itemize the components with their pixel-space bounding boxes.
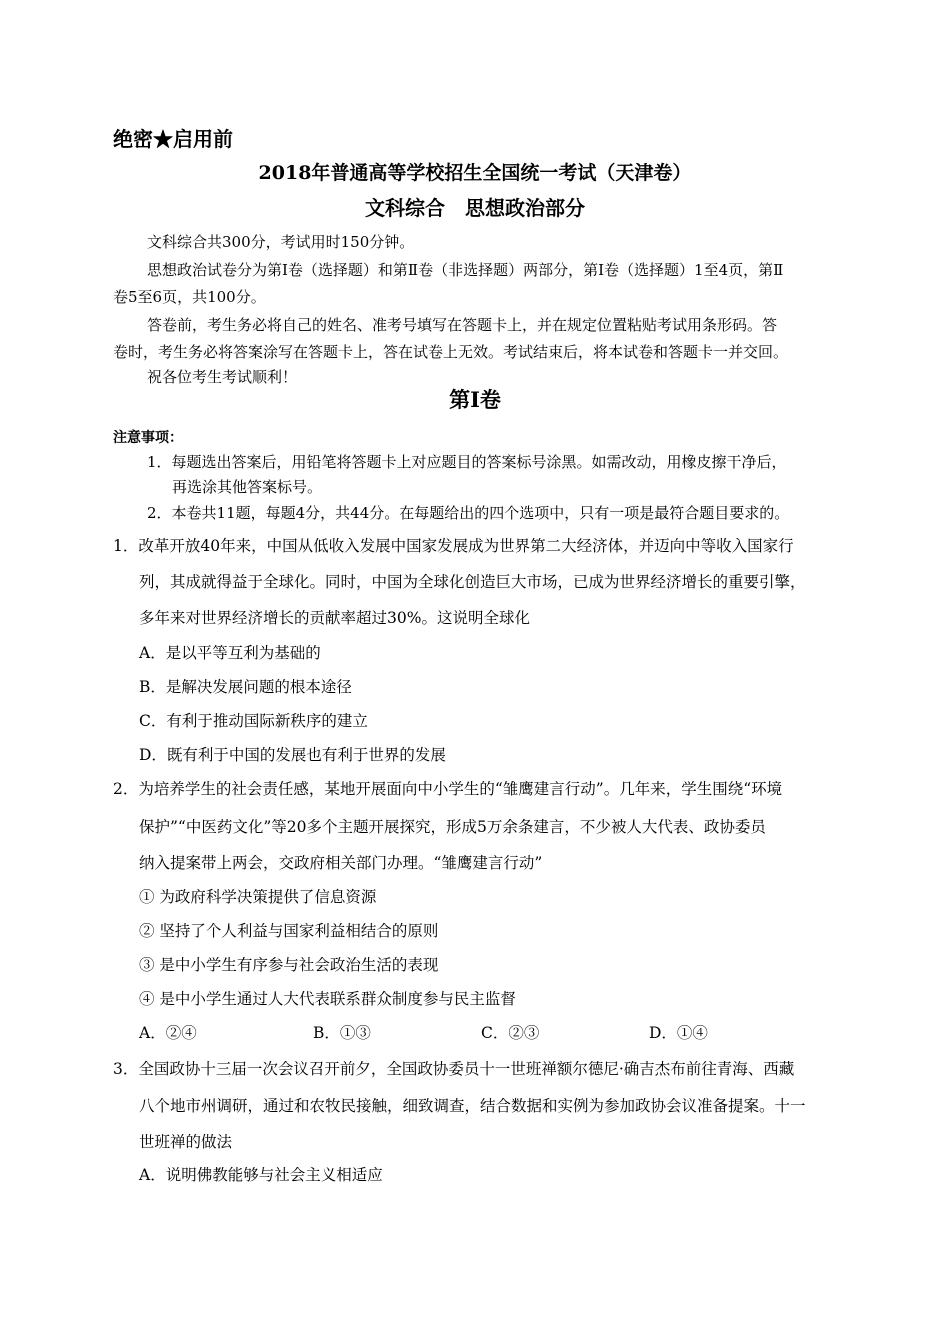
- question-1-text: 多年来对世界经济增长的贡献率超过30%。这说明全球化: [139, 609, 530, 627]
- intro-line: 祝各位考生考试顺利！: [147, 368, 298, 386]
- intro-line: 思想政治试卷分为第Ⅰ卷（选择题）和第Ⅱ卷（非选择题）两部分，第Ⅰ卷（选择题）1至4页，第Ⅱ: [147, 261, 784, 279]
- secret-label: 绝密★启用前: [113, 127, 233, 151]
- exam-subtitle: 文科综合 思想政治部分: [365, 196, 585, 220]
- question-2-text: 纳入提案带上两会，交政府相关部门办理。“雏鹰建言行动”: [139, 854, 543, 872]
- question-3-text: 3．全国政协十三届一次会议召开前夕，全国政协委员十一世班禅额尔德尼·确吉杰布前往青海、西藏: [113, 1060, 795, 1078]
- intro-line: 文科综合共300分，考试用时150分钟。: [147, 233, 415, 251]
- question-3-option-a[interactable]: A．说明佛教能够与社会主义相适应: [139, 1166, 383, 1184]
- note-item: 1．每题选出答案后，用铅笔将答题卡上对应题目的答案标号涂黑。如需改动，用橡皮擦干净后，: [147, 453, 787, 471]
- question-2-statement: ② 坚持了个人利益与国家利益相结合的原则: [139, 922, 439, 940]
- question-1-option-a[interactable]: A．是以平等互利为基础的: [139, 644, 321, 662]
- question-2-statement: ① 为政府科学决策提供了信息资源: [139, 888, 377, 906]
- question-1-text: 1．改革开放40年来，中国从低收入发展中国家发展成为世界第二大经济体，并迈向中等收入国家行: [113, 537, 794, 555]
- note-item: 再选涂其他答案标号。: [172, 478, 323, 496]
- question-2-statement: ③ 是中小学生有序参与社会政治生活的表现: [139, 956, 439, 974]
- intro-line: 答卷前，考生务必将自己的姓名、准考号填写在答题卡上，并在规定位置粘贴考试用条形码。答: [147, 316, 778, 334]
- question-2-option-b[interactable]: B．①③: [313, 1024, 371, 1042]
- question-1-option-b[interactable]: B．是解决发展问题的根本途径: [139, 678, 352, 696]
- question-3-text: 八个地市州调研，通过和农牧民接触，细致调查，结合数据和实例为参加政协会议准备提案。十一: [139, 1097, 806, 1115]
- note-item: 2．本卷共11题，每题4分，共44分。在每题给出的四个选项中，只有一项是最符合题目要求的。: [147, 504, 790, 522]
- intro-line: 卷时，考生务必将答案涂写在答题卡上，答在试卷上无效。考试结束后，将本试卷和答题卡一并交回。: [113, 343, 789, 361]
- intro-line: 卷5至6页，共100分。: [113, 288, 266, 306]
- question-2-option-d[interactable]: D．①④: [649, 1024, 708, 1042]
- question-2-option-a[interactable]: A．②④: [139, 1024, 197, 1042]
- question-1-option-c[interactable]: C．有利于推动国际新秩序的建立: [139, 712, 368, 730]
- question-1-text: 列，其成就得益于全球化。同时，中国为全球化创造巨大市场，已成为世界经济增长的重要引擎，: [139, 573, 806, 591]
- question-1-option-d[interactable]: D．既有利于中国的发展也有利于世界的发展: [139, 746, 446, 764]
- question-2-option-c[interactable]: C．②③: [481, 1024, 540, 1042]
- question-2-text: 保护”“中医药文化”等20多个主题开展探究，形成5万余条建言，不少被人大代表、政协委员: [139, 818, 766, 836]
- exam-title: 2018年普通高等学校招生全国统一考试（天津卷）: [258, 162, 692, 184]
- question-2-statement: ④ 是中小学生通过人大代表联系群众制度参与民主监督: [139, 990, 516, 1008]
- question-3-text: 世班禅的做法: [139, 1133, 233, 1151]
- question-2-text: 2．为培养学生的社会责任感，某地开展面向中小学生的“雏鹰建言行动”。几年来，学生围绕“环境: [113, 780, 783, 798]
- notes-heading: 注意事项：: [113, 430, 183, 446]
- volume-heading: 第Ⅰ卷: [449, 387, 501, 412]
- question-2-options: [0, 1021, 950, 1045]
